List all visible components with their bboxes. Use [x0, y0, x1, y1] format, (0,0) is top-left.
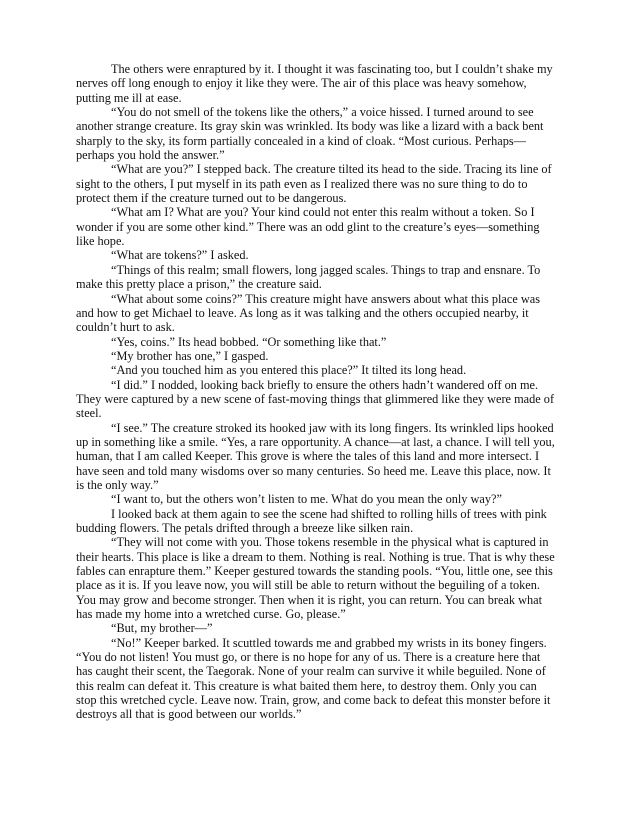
paragraph-7: “What about some coins?” This creature might have answers about what this place was and how to get Michael to leave. As long as it was talking and the others occupied nearby, it couldn’t hurt to ask.	[76, 291, 540, 335]
paragraph-10: “And you touched him as you entered this place?” It tilted its long head.	[111, 363, 467, 378]
paragraph-5: “What are tokens?” I asked.	[111, 248, 249, 263]
paragraph-2: “You do not smell of the tokens like the others,” a voice hissed. I turned around to see another strange creature. Its gray skin was wrinkled. Its body was like a lizard with a back bent sharply to the sky, its form partially concealed in a kind of cloak. “Most curious. Perhaps—perhaps you hold the answer.”	[76, 105, 544, 163]
paragraph-4: “What am I? What are you? Your kind could not enter this realm without a token. So I wonder if you are some other kind.” There was an odd glint to the creature’s eyes—something like hope.	[76, 205, 540, 249]
paragraph-8: “Yes, coins.” Its head bobbed. “Or something like that.”	[111, 334, 387, 349]
paragraph-11: “I did.” I nodded, looking back briefly to ensure the others hadn’t wandered off on me. They were captured by a new scene of fast-moving things that glimmered like they were made of steel.	[76, 377, 555, 421]
paragraph-1: The others were enraptured by it. I thought it was fascinating too, but I couldn’t shake my nerves off long enough to enjoy it like they were. The air of this place was heavy somehow, putting me ill at ease.	[76, 62, 553, 105]
paragraph-12: “I see.” The creature stroked its hooked jaw with its long fingers. Its wrinkled lips hooked up in something like a smile. “Yes, a rare opportunity. A chance—at last, a chance. I will tell you, human, that I am called Keeper. This grove is where the tales of this land and more intersect. I have seen and told many wisdoms over so many centuries. So heed me. Leave this place, now. It is the only way.”	[76, 420, 555, 492]
paragraph-16: “But, my brother—”	[111, 621, 213, 636]
paragraph-14: I looked back at them again to see the scene had shifted to rolling hills of trees with pink budding flowers. The petals drifted through a breeze like silken rain.	[76, 506, 547, 535]
paragraph-3: “What are you?” I stepped back. The creature tilted its head to the side. Tracing its line of sight to the others, I put myself in its path even as I realized there was no sure thing to do to protect them if the creature turned out to be dangerous.	[76, 162, 552, 206]
paragraph-6: “Things of this realm; small flowers, long jagged scales. Things to trap and ensnare. To make this pretty place a prison,” the creature said.	[76, 262, 541, 292]
document-page	[76, 62, 555, 722]
paragraph-13: “I want to, but the others won’t listen to me. What do you mean the only way?”	[111, 492, 502, 507]
paragraph-17: “No!” Keeper barked. It scuttled towards me and grabbed my wrists in its boney fingers. “You do not listen! You must go, or there is no hope for any of us. There is a creature here that has caught their scent, the Taegorak. None of your realm can survive it while beguiled. None of this realm can defeat it. This creature is what baited them here, to destroy them. Only you can stop this wretched cycle. Leave now. Train, grow, and come back to defeat this monster before it destroys all that is good between our worlds.”	[76, 635, 551, 722]
paragraph-9: “My brother has one,” I gasped.	[111, 348, 269, 363]
paragraph-15: “They will not come with you. Those tokens resemble in the physical what is captured in their hearts. This place is like a dream to them. Nothing is real. Nothing is true. That is why these fables can enrapture them.” Keeper gestured towards the standing pools. “You, little one, see this place as it is. If you leave now, you will still be able to return without the beguiling of a token. You may grow and become stronger. Then when it is right, you can return. You can break what has made my home into a wretched curse. Go, please.”	[76, 535, 555, 622]
